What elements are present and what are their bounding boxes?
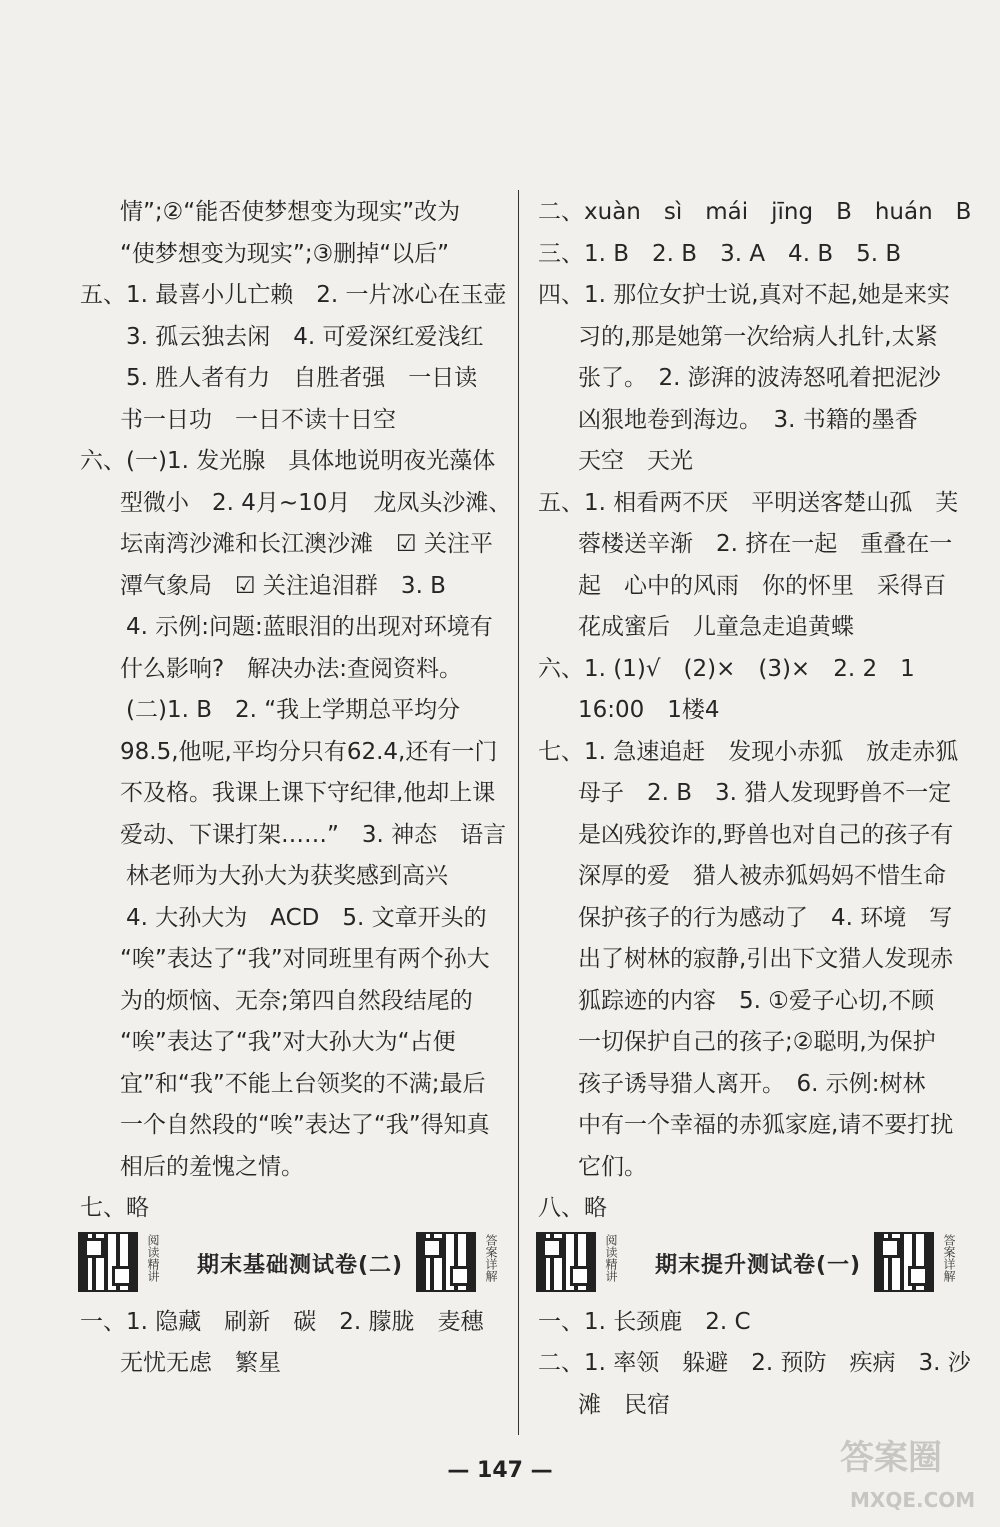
- answer-line: 一切保护自己的孩子;②聪明,为保护: [578, 1029, 936, 1055]
- answer-line: 相后的羞愧之情。: [120, 1153, 304, 1180]
- answer-line: 中有一个幸福的赤狐家庭,请不要打扰: [578, 1112, 954, 1138]
- answer-line: 4. 示例:问题:蓝眼泪的出现对环境有: [126, 614, 493, 640]
- qr-code-icon: [876, 1234, 932, 1290]
- qr-label-right: 答案详解: [942, 1233, 956, 1282]
- answer-line: 宜”和“我”不能上台领奖的不满;最后: [120, 1070, 486, 1097]
- answer-line: 无忧无虑 繁星: [120, 1350, 281, 1376]
- answer-line: 蓉楼送辛渐 2. 挤在一起 重叠在一: [578, 531, 953, 557]
- answer-line: 七、1. 急速追赶 发现小赤狐 放走赤狐: [538, 738, 959, 765]
- right-section-heading: [538, 1234, 978, 1296]
- answer-line: 保护孩子的行为感动了 4. 环境 写: [578, 904, 953, 931]
- answer-line: 孩子诱导猎人离开。 6. 示例:树林: [578, 1070, 926, 1097]
- answer-line: 5. 胜人者有力 自胜者强 一日读: [126, 365, 478, 391]
- answer-line: 习的,那是她第一次给病人扎针,太紧: [578, 323, 938, 350]
- answer-line: 深厚的爱 猎人被赤狐妈妈不惜生命: [578, 863, 946, 889]
- answer-line: 潭气象局 ☑ 关注追泪群 3. B: [120, 572, 446, 599]
- answer-line: 坛南湾沙滩和长江澳沙滩 ☑ 关注平: [120, 531, 493, 557]
- answer-line: “唉”表达了“我”对同班里有两个孙大: [120, 946, 490, 972]
- qr-code-icon: [418, 1234, 474, 1290]
- qr-label-left: 阅读精讲: [604, 1233, 618, 1282]
- qr-label-left: 阅读精讲: [146, 1233, 160, 1282]
- answer-line: 一、1. 隐藏 刷新 碳 2. 朦胧 麦穗: [80, 1308, 484, 1335]
- answer-line: 一个自然段的“唉”表达了“我”得知真: [120, 1112, 490, 1138]
- section-title: 期末提升测试卷(一): [654, 1252, 862, 1278]
- answer-line: 它们。: [578, 1153, 647, 1180]
- answer-line: 起 心中的风雨 你的怀里 采得百: [578, 572, 946, 599]
- left-column: [80, 192, 520, 1385]
- answer-line: “使梦想变为现实”;③删掉“以后”: [120, 240, 450, 267]
- answer-line: 出了树林的寂静,引出下文猎人发现赤: [578, 946, 954, 972]
- answer-line: 什么影响? 解决办法:查阅资料。: [120, 655, 462, 682]
- answer-line: “唉”表达了“我”对大孙大为“占便: [120, 1029, 456, 1055]
- right-answer-lines-after: [538, 1302, 978, 1427]
- answer-line: 为的烦恼、无奈;第四自然段结尾的: [120, 987, 473, 1014]
- right-answer-lines: [538, 192, 978, 1230]
- left-answer-lines-after: [80, 1302, 520, 1385]
- left-answer-lines: [80, 192, 520, 1230]
- answer-line: 五、1. 相看两不厌 平明送客楚山孤 芙: [538, 489, 959, 516]
- answer-line: 型微小 2. 4月~10月 龙凤头沙滩、: [120, 489, 512, 516]
- answer-line: 张了。 2. 澎湃的波涛怒吼着把泥沙: [578, 365, 941, 391]
- answer-line: 八、略: [538, 1195, 607, 1221]
- answer-line: 98.5,他呢,平均分只有62.4,还有一门: [120, 738, 498, 765]
- answer-line: 二、xuàn sì mái jīng B huán B: [538, 199, 972, 225]
- page-number: — 147 —: [447, 1458, 553, 1483]
- answer-line: 16:00 1楼4: [578, 697, 720, 723]
- right-column: [538, 192, 978, 1426]
- answer-line: 书一日功 一日不读十日空: [120, 406, 396, 433]
- left-section-heading: [80, 1234, 520, 1296]
- answer-line: (二)1. B 2. “我上学期总平均分: [126, 697, 461, 723]
- section-title: 期末基础测试卷(二): [196, 1252, 404, 1278]
- answer-line: 五、1. 最喜小儿亡赖 2. 一片冰心在玉壶: [80, 282, 507, 308]
- answer-line: 4. 大孙大为 ACD 5. 文章开头的: [126, 904, 487, 931]
- qr-label-right: 答案详解: [484, 1233, 498, 1282]
- answer-line: 爱动、下课打架……” 3. 神态 语言: [120, 821, 507, 848]
- answer-line: 一、1. 长颈鹿 2. C: [538, 1308, 751, 1335]
- watermark-logo: 答案圈: [840, 1438, 942, 1478]
- answer-line: 天空 天光: [578, 448, 693, 474]
- answer-line: 凶狠地卷到海边。 3. 书籍的墨香: [578, 406, 918, 433]
- answer-line: 滩 民宿: [578, 1391, 670, 1418]
- answer-line: 六、1. (1)√ (2)× (3)× 2. 2 1: [538, 655, 915, 682]
- answer-line: 3. 孤云独去闲 4. 可爱深红爱浅红: [126, 323, 484, 350]
- answer-line: 不及格。我课上课下守纪律,他却上课: [120, 780, 496, 806]
- answer-line: 是凶残狡诈的,野兽也对自己的孩子有: [578, 821, 954, 848]
- answer-line: 四、1. 那位女护士说,真对不起,她是来实: [538, 282, 950, 308]
- answer-line: 六、(一)1. 发光腺 具体地说明夜光藻体: [80, 448, 496, 474]
- answer-line: 情”;②“能否使梦想变为现实”改为: [120, 199, 461, 225]
- answer-line: 花成蜜后 儿童急走追黄蝶: [578, 614, 854, 640]
- answer-line: 二、1. 率领 躲避 2. 预防 疾病 3. 沙: [538, 1350, 971, 1376]
- answer-line: 狐踪迹的内容 5. ①爱子心切,不顾: [578, 987, 935, 1014]
- answer-line: 三、1. B 2. B 3. A 4. B 5. B: [538, 240, 902, 267]
- answer-line: 母子 2. B 3. 猎人发现野兽不一定: [578, 780, 952, 806]
- watermark-url: MXQE.COM: [850, 1488, 976, 1512]
- answer-line: 林老师为大孙大为获奖感到高兴: [126, 863, 448, 889]
- answer-line: 七、略: [80, 1195, 149, 1221]
